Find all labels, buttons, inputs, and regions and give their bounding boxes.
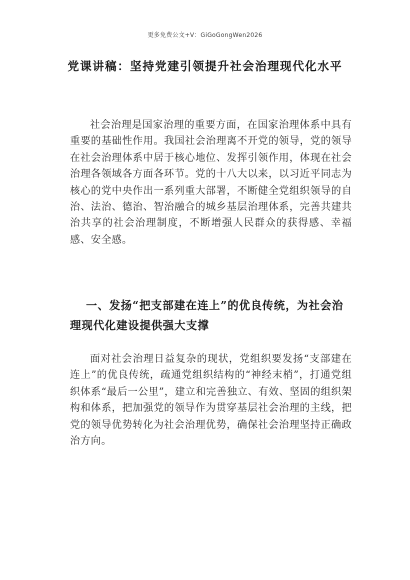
paragraph-intro: 社会治理是国家治理的重要方面，在国家治理体系中具有重要的基础性作用。我国社会治理离不开党的领导，党的领导在社会治理体系中居于核心地位、发挥引领作用，体现在社会治理各领域各方面各环节。党的十八大以来，以习近平同志为核心的党中央作出一系列重大部署，不断健全党组织领导的自治、法治、德治、智治融合的城乡基层治理体系，完善共建共治共享的社会治理制度，不断增强人民群众的获得感、幸福感、安全感。 xyxy=(70,120,352,246)
section-heading-1: 一、发扬“把支部建在连上”的优良传统，为社会治理现代化建设提供强大支撑 xyxy=(70,299,344,332)
page-header: 更多免费公文+V：GiGoGongWen2026 xyxy=(147,32,263,39)
document-title: 党课讲稿：坚持党建引领提升社会治理现代化水平 xyxy=(67,59,343,73)
paragraph-section-1: 面对社会治理日益复杂的现状，党组织要发扬“支部建在连上”的优良传统，疏通党组织结构的“神经末梢”，打通党组织体系“最后一公里”，建立和完善独立、有效、坚固的组织架构和体系，把加强党的领导作为贯穿基层社会治理的主线，把党的领导优势转化为社会治理优势，确保社会治理坚持正确政治方向。 xyxy=(70,354,352,448)
